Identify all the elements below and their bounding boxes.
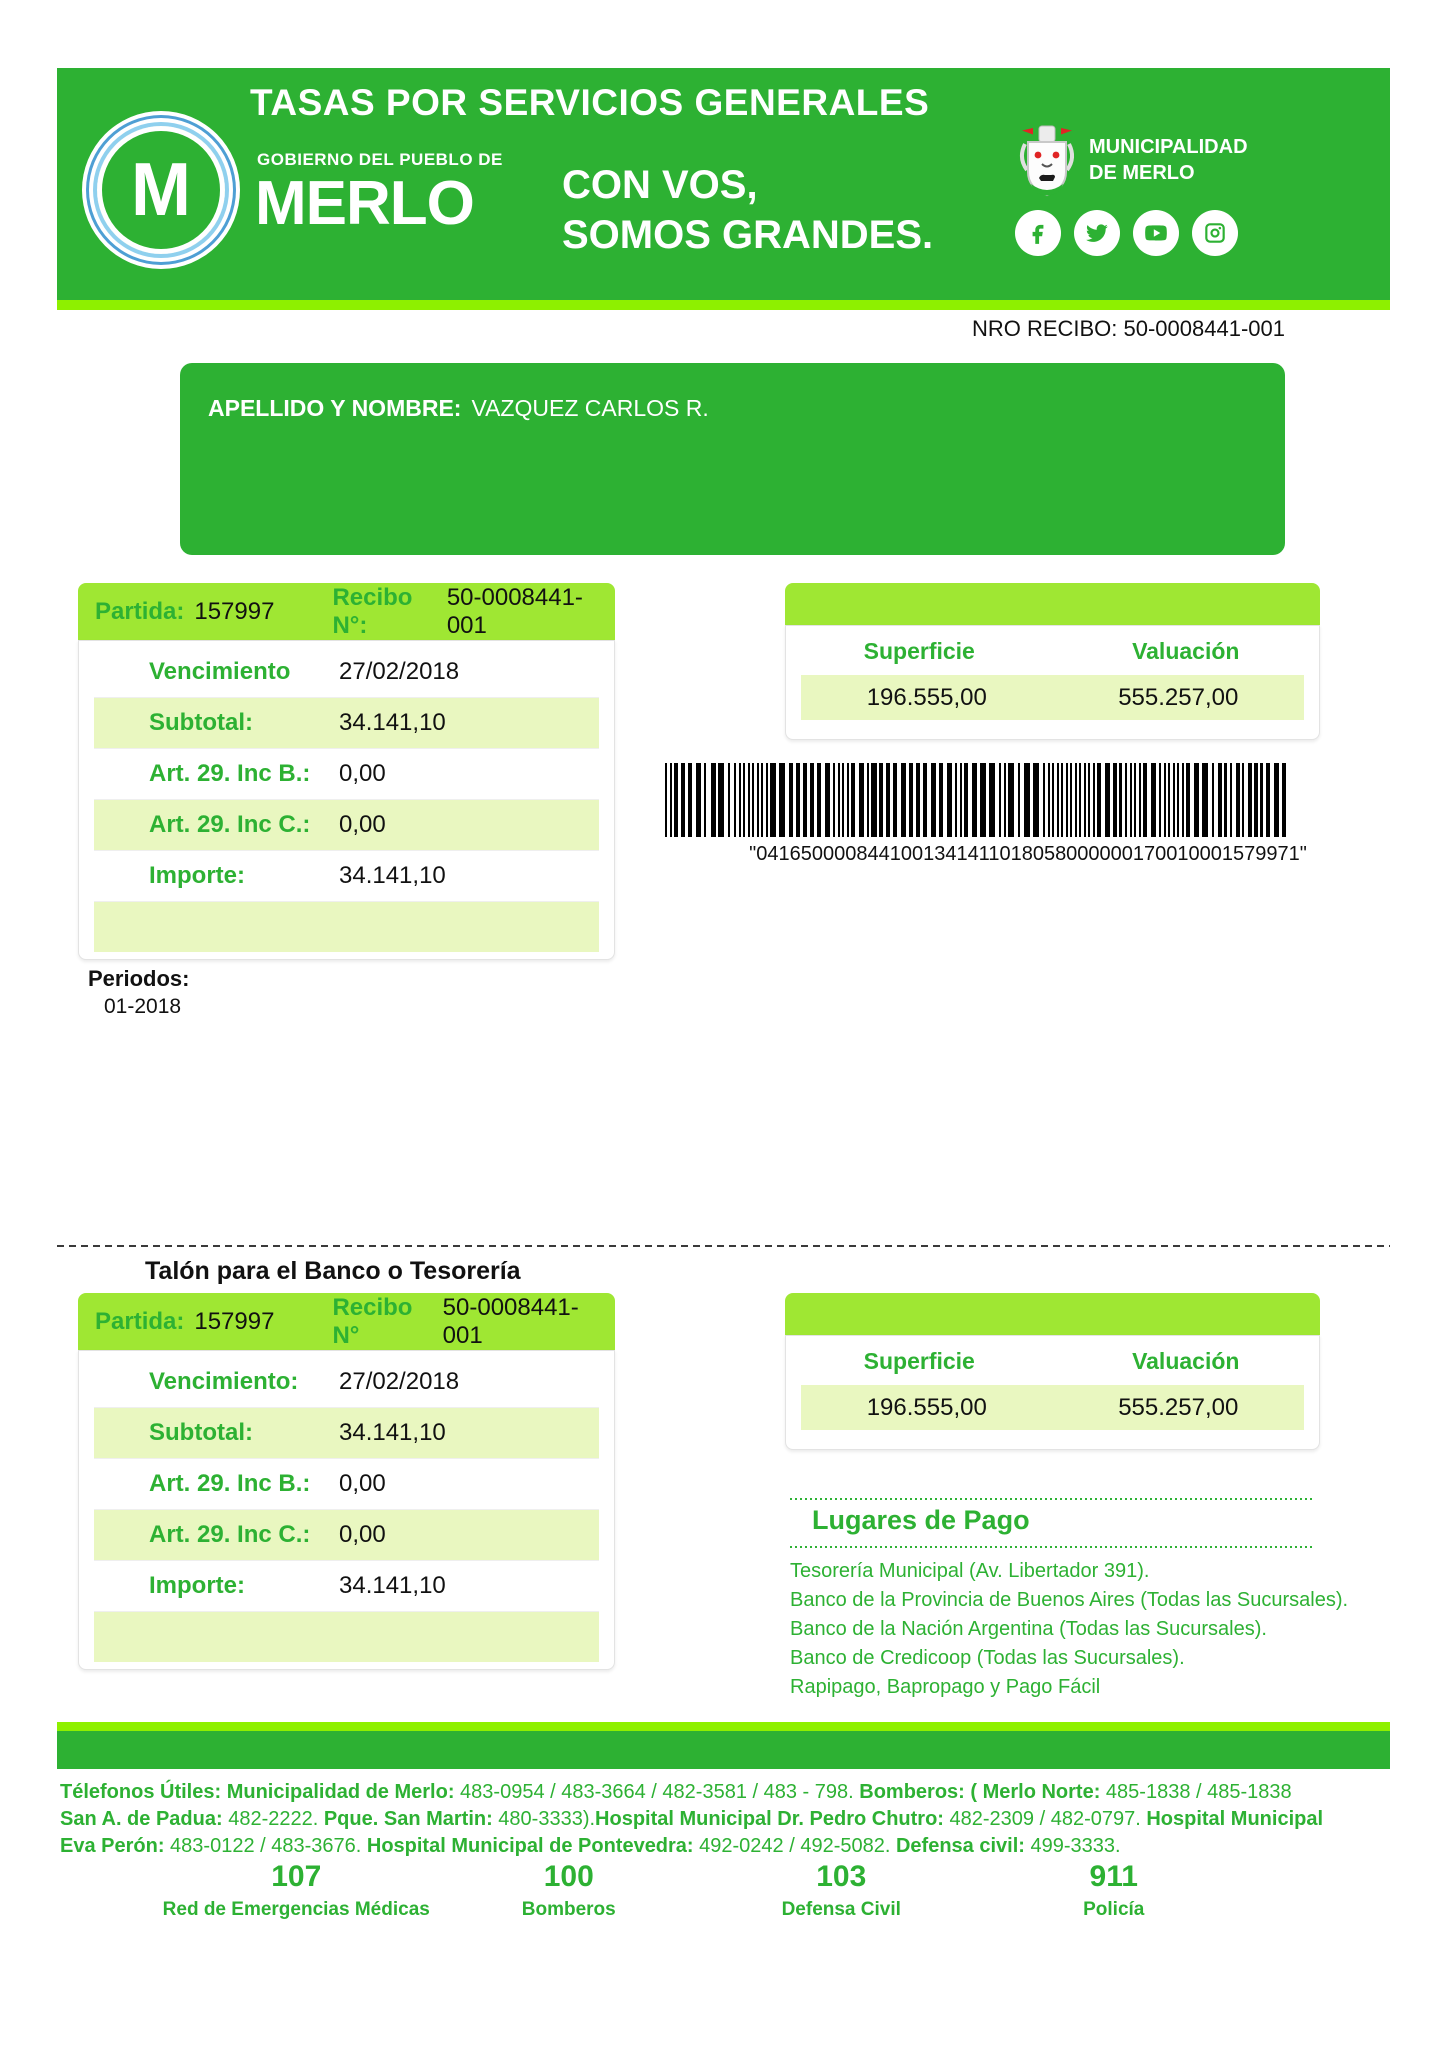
partida-value: 157997 xyxy=(194,1307,275,1335)
valuacion-header: Valuación xyxy=(1132,638,1240,664)
barcode-text: "0416500008441001341411018058000000170010001579971" xyxy=(749,843,1307,865)
lugares-title: Lugares de Pago xyxy=(812,1505,1030,1535)
list-item: Banco de la Nación Argentina (Todas las Sucursales). xyxy=(790,1618,1267,1640)
phones-line: Télefonos Útiles: Municipalidad de Merlo: 483-0954 / 483-3664 / 482-3581 / 483 - 798. Bomberos: ( Merlo Norte: 485-1838 / 485-1838 xyxy=(60,1781,1292,1803)
talon-title: Talón para el Banco o Tesorería xyxy=(145,1257,521,1285)
recibo-value: 50-0008441-001 xyxy=(446,583,583,639)
emergency-item: 911 Policía xyxy=(1083,1860,1145,1920)
gobierno-text: GOBIERNO DEL PUEBLO DE xyxy=(257,150,503,169)
partida-value: 157997 xyxy=(194,597,275,625)
table-row: Importe: 34.141,10 xyxy=(94,1560,599,1611)
facebook-icon xyxy=(1015,210,1061,256)
table-row: Importe: 34.141,10 xyxy=(94,850,599,901)
section1-superficie-bar xyxy=(785,583,1320,625)
municipalidad-text xyxy=(1089,134,1248,186)
table-row: Vencimiento 27/02/2018 xyxy=(149,658,460,685)
periodos-value: 01-2018 xyxy=(104,995,182,1018)
youtube-icon xyxy=(1133,210,1179,256)
dotted-divider xyxy=(790,1546,1315,1548)
emergency-item: 100 Bomberos xyxy=(521,1860,616,1920)
holder-name: VAZQUEZ CARLOS R. xyxy=(471,395,709,421)
table-row-empty xyxy=(94,901,599,952)
logo-letter: M xyxy=(131,148,191,232)
superficie-value: 196.555,00 xyxy=(866,683,987,711)
list-item: Tesorería Municipal (Av. Libertador 391). xyxy=(790,1560,1150,1582)
merlo-logo-icon xyxy=(97,126,225,254)
table-row: Vencimiento: 27/02/2018 xyxy=(149,1368,460,1395)
holder-label: APELLIDO Y NOMBRE: xyxy=(208,395,462,421)
section2-superficie-bar xyxy=(785,1293,1320,1335)
header-banner xyxy=(57,68,1390,300)
valuacion-value: 555.257,00 xyxy=(1118,1393,1239,1421)
table-row: Art. 29. Inc B.: 0,00 xyxy=(94,748,599,799)
emergency-numbers xyxy=(160,1860,1250,1921)
dotted-divider xyxy=(790,1498,1315,1500)
table-row: Art. 29. Inc B.: 0,00 xyxy=(94,1458,599,1509)
table-row: Art. 29. Inc C.: 0,00 xyxy=(94,799,599,850)
holder-box xyxy=(180,363,1285,555)
lugares-list xyxy=(790,1557,1350,1702)
superficie-header: Superficie xyxy=(863,638,975,664)
footer-lime-stripe xyxy=(57,1722,1390,1731)
merlo-wordmark: MERLO xyxy=(255,169,474,238)
section2-superficie-card xyxy=(785,1335,1320,1450)
twitter-icon xyxy=(1074,210,1120,256)
valuacion-header: Valuación xyxy=(1132,1348,1240,1374)
barcode xyxy=(665,763,1391,837)
partida-label: Partida: xyxy=(95,1307,185,1335)
table-row: Art. 29. Inc C.: 0,00 xyxy=(94,1509,599,1560)
page-title: TASAS POR SERVICIOS GENERALES xyxy=(250,82,930,123)
section1-amounts-card xyxy=(78,640,615,960)
cut-line xyxy=(57,1245,1390,1247)
section1-partida-bar xyxy=(78,583,615,640)
recibo-label: Recibo N°: xyxy=(332,583,413,639)
municipalidad-line-2: DE MERLO xyxy=(1089,162,1195,184)
valuacion-value: 555.257,00 xyxy=(1118,683,1239,711)
list-item: Banco de la Provincia de Buenos Aires (Todas las Sucursales). xyxy=(790,1589,1349,1611)
table-row: Subtotal: 34.141,10 xyxy=(94,697,599,748)
instagram-icon xyxy=(1192,210,1238,256)
superficie-header: Superficie xyxy=(863,1348,975,1374)
useful-phones xyxy=(60,1779,1390,1860)
slogan-line-2: SOMOS GRANDES. xyxy=(562,213,934,257)
slogan-line-1: CON VOS, xyxy=(562,163,758,207)
list-item: Banco de Credicoop (Todas las Sucursales). xyxy=(790,1647,1185,1669)
social-icons xyxy=(1015,210,1238,256)
slogan xyxy=(562,160,933,260)
emergency-item: 107 Red de Emergencias Médicas xyxy=(162,1860,430,1920)
municipalidad-line-1: MUNICIPALIDAD xyxy=(1089,136,1248,158)
phones-line: San A. de Padua: 482-2222. Pque. San Martin: 480-3333).Hospital Municipal Dr. Pedro Chutro: 482-2309 / 482-0797. Hospital Municipal xyxy=(60,1808,1324,1830)
table-row: Subtotal: 34.141,10 xyxy=(94,1407,599,1458)
periodos-label: Periodos: xyxy=(88,966,190,991)
superficie-value: 196.555,00 xyxy=(866,1393,987,1421)
section2-partida-bar xyxy=(78,1293,615,1350)
partida-label: Partida: xyxy=(95,597,185,625)
phones-line: Eva Perón: 483-0122 / 483-3676. Hospital Municipal de Pontevedra: 492-0242 / 492-5082. Defensa civil: 499-3333. xyxy=(60,1835,1121,1857)
recibo-value: 50-0008441-001 xyxy=(442,1293,579,1349)
header-lime-stripe xyxy=(57,300,1390,310)
footer-green-bar xyxy=(57,1731,1390,1769)
emergency-item: 103 Defensa Civil xyxy=(781,1860,901,1920)
coat-of-arms-icon xyxy=(1015,122,1079,208)
section1-superficie-card xyxy=(785,625,1320,740)
receipt-number: NRO RECIBO: 50-0008441-001 xyxy=(971,316,1285,341)
list-item: Rapipago, Bapropago y Pago Fácil xyxy=(790,1676,1101,1698)
section2-amounts-card xyxy=(78,1350,615,1670)
table-row-empty xyxy=(94,1611,599,1662)
recibo-label: Recibo N° xyxy=(332,1293,413,1349)
